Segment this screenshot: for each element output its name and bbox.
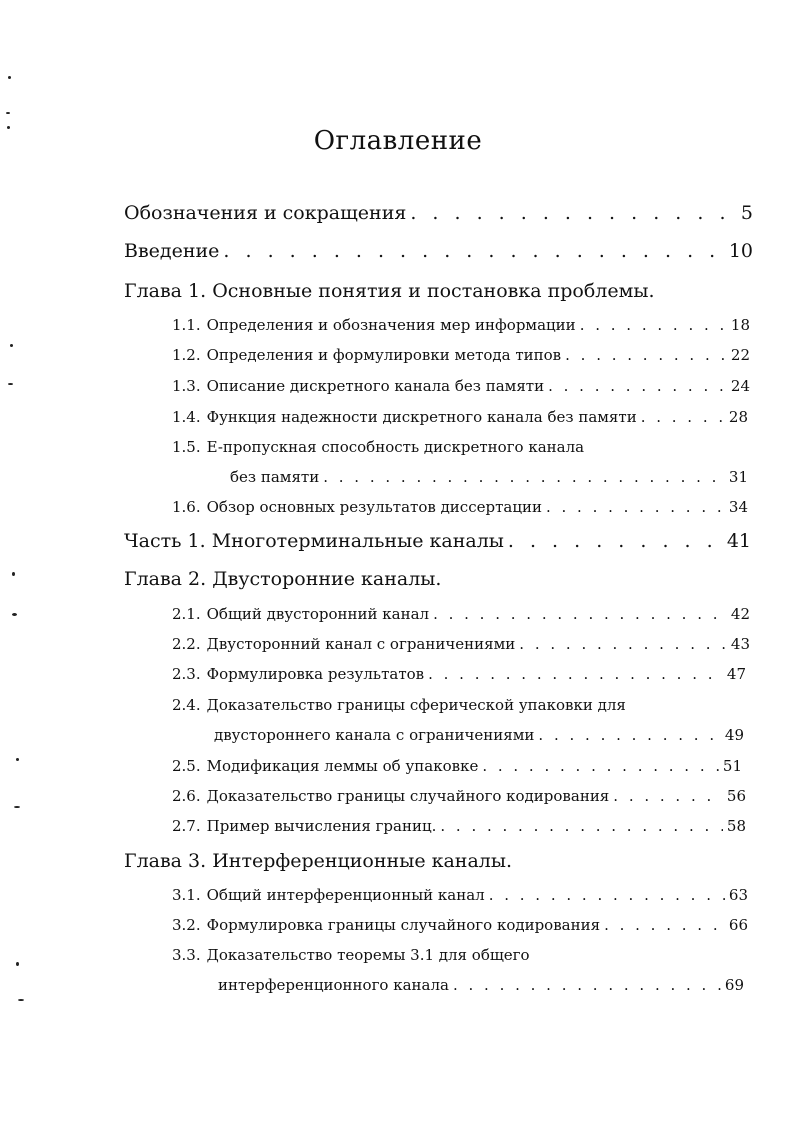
toc-entry-number: 2.7. — [172, 817, 201, 835]
toc-entry-page: 18 — [730, 316, 750, 334]
leader-dots — [410, 202, 737, 224]
toc-entry-1-3[interactable] — [172, 377, 750, 395]
toc-entry-page: 28 — [728, 408, 748, 426]
page-title: Оглавление — [313, 126, 483, 156]
toc-entry-label: Общий интерференционный канал — [206, 886, 485, 904]
toc-entry-number: 1.4. — [172, 408, 201, 426]
toc-entry-page: 42 — [730, 605, 750, 623]
leader-dots — [482, 757, 719, 775]
toc-entry-label: E-пропускная способность дискретного канала — [206, 438, 585, 456]
toc-entry-page: 63 — [728, 886, 748, 904]
toc-entry-label: двустороннего канала с ограничениями — [214, 726, 535, 744]
toc-entry-label: Формулировка границы случайного кодирования — [206, 916, 601, 934]
toc-entry-1-1[interactable] — [172, 316, 750, 334]
toc-entry-page: 47 — [726, 665, 746, 683]
toc-entry-page: 24 — [730, 377, 750, 395]
toc-entry-number: 2.3. — [172, 665, 201, 683]
leader-dots — [489, 886, 725, 904]
leader-dots — [440, 817, 723, 835]
toc-entry-2-7[interactable] — [172, 817, 746, 835]
leader-dots — [604, 916, 725, 934]
toc-entry-page: 56 — [726, 787, 746, 805]
toc-entry-label: Обозначения и сокращения — [124, 202, 407, 224]
leader-dots — [453, 976, 721, 994]
leader-dots — [641, 408, 725, 426]
toc-entry-label: Доказательство границы сферической упаковки для — [206, 696, 626, 714]
toc-entry-2-2[interactable] — [172, 635, 750, 653]
toc-entry-page: 69 — [724, 976, 744, 994]
leader-dots — [565, 346, 727, 364]
toc-entry-number: 2.1. — [172, 605, 201, 623]
toc-entry-page: 51 — [722, 757, 742, 775]
toc-entry-number: 2.4. — [172, 696, 201, 714]
leader-dots — [546, 498, 725, 516]
toc-entry-page: 31 — [728, 468, 748, 486]
leader-dots — [323, 468, 725, 486]
leader-dots — [508, 530, 723, 552]
toc-entry-number: 2.6. — [172, 787, 201, 805]
toc-chapter-1[interactable]: Глава 1. Основные понятия и постановка проблемы. — [124, 280, 655, 302]
toc-entry-number: 1.1. — [172, 316, 201, 334]
toc-entry-2-1[interactable] — [172, 605, 750, 623]
toc-entry-label: Функция надежности дискретного канала без памяти — [206, 408, 637, 426]
toc-entry-label: Двусторонний канал с ограничениями — [206, 635, 516, 653]
leader-dots — [613, 787, 723, 805]
toc-entry-2-5[interactable] — [172, 757, 742, 775]
toc-entry-notation[interactable] — [124, 202, 753, 224]
toc-entry-1-6[interactable] — [172, 498, 748, 516]
toc-entry-page: 34 — [728, 498, 748, 516]
toc-entry-page: 66 — [728, 916, 748, 934]
leader-dots — [538, 726, 720, 744]
toc-entry-2-6[interactable] — [172, 787, 746, 805]
toc-entry-3-2[interactable] — [172, 916, 748, 934]
toc-entry-page: 49 — [724, 726, 744, 744]
toc-entry-3-3-cont[interactable] — [218, 976, 744, 994]
toc-entry-label: Формулировка результатов — [206, 665, 425, 683]
toc-entry-label: Описание дискретного канала без памяти — [206, 377, 545, 395]
toc-entry-label: Модификация леммы об упаковке — [206, 757, 479, 775]
toc-chapter-3[interactable]: Глава 3. Интерференционные каналы. — [124, 850, 513, 872]
toc-entry-3-3[interactable] — [172, 946, 748, 964]
toc-entry-number: 1.6. — [172, 498, 201, 516]
toc-entry-number: 3.3. — [172, 946, 201, 964]
toc-entry-number: 3.1. — [172, 886, 201, 904]
toc-entry-1-4[interactable] — [172, 408, 748, 426]
toc-entry-number: 1.5. — [172, 438, 201, 456]
toc-entry-number: 3.2. — [172, 916, 201, 934]
toc-entry-label: Доказательство теоремы 3.1 для общего — [206, 946, 530, 964]
leader-dots — [433, 605, 727, 623]
toc-entry-2-4-cont[interactable] — [214, 726, 744, 744]
toc-entry-page: 10 — [728, 240, 753, 262]
toc-chapter-2[interactable]: Глава 2. Двусторонние каналы. — [124, 568, 442, 590]
toc-entry-page: 58 — [726, 817, 746, 835]
leader-dots — [519, 635, 727, 653]
toc-entry-page: 5 — [740, 202, 753, 224]
toc-entry-2-3[interactable] — [172, 665, 746, 683]
toc-entry-number: 1.2. — [172, 346, 201, 364]
toc-entry-part-1[interactable] — [124, 530, 751, 552]
toc-entry-3-1[interactable] — [172, 886, 748, 904]
toc-entry-page: 43 — [730, 635, 750, 653]
toc-entry-1-2[interactable] — [172, 346, 750, 364]
toc-entry-label: Общий двусторонний канал — [206, 605, 430, 623]
toc-entry-1-5[interactable] — [172, 438, 748, 456]
leader-dots — [548, 377, 727, 395]
toc-entry-label: Часть 1. Многотерминальные каналы — [124, 530, 504, 552]
toc-entry-label: без памяти — [230, 468, 320, 486]
toc-entry-page: 41 — [726, 530, 751, 552]
leader-dots — [428, 665, 723, 683]
toc-entry-label: Доказательство границы случайного кодирования — [206, 787, 610, 805]
leader-dots — [580, 316, 727, 334]
toc-entry-number: 2.5. — [172, 757, 201, 775]
toc-entry-intro[interactable] — [124, 240, 753, 262]
toc-entry-label: Пример вычисления границ. — [206, 817, 437, 835]
toc-entry-label: Определения и обозначения мер информации — [206, 316, 576, 334]
toc-entry-1-5-cont[interactable] — [230, 468, 748, 486]
toc-entry-label: Обзор основных результатов диссертации — [206, 498, 542, 516]
toc-entry-label: интерференционного канала — [218, 976, 449, 994]
toc-entry-label: Введение — [124, 240, 220, 262]
leader-dots — [223, 240, 724, 262]
toc-entry-number: 1.3. — [172, 377, 201, 395]
toc-entry-page: 22 — [730, 346, 750, 364]
toc-entry-2-4[interactable] — [172, 696, 746, 714]
toc-entry-number: 2.2. — [172, 635, 201, 653]
toc-entry-label: Определения и формулировки метода типов — [206, 346, 562, 364]
